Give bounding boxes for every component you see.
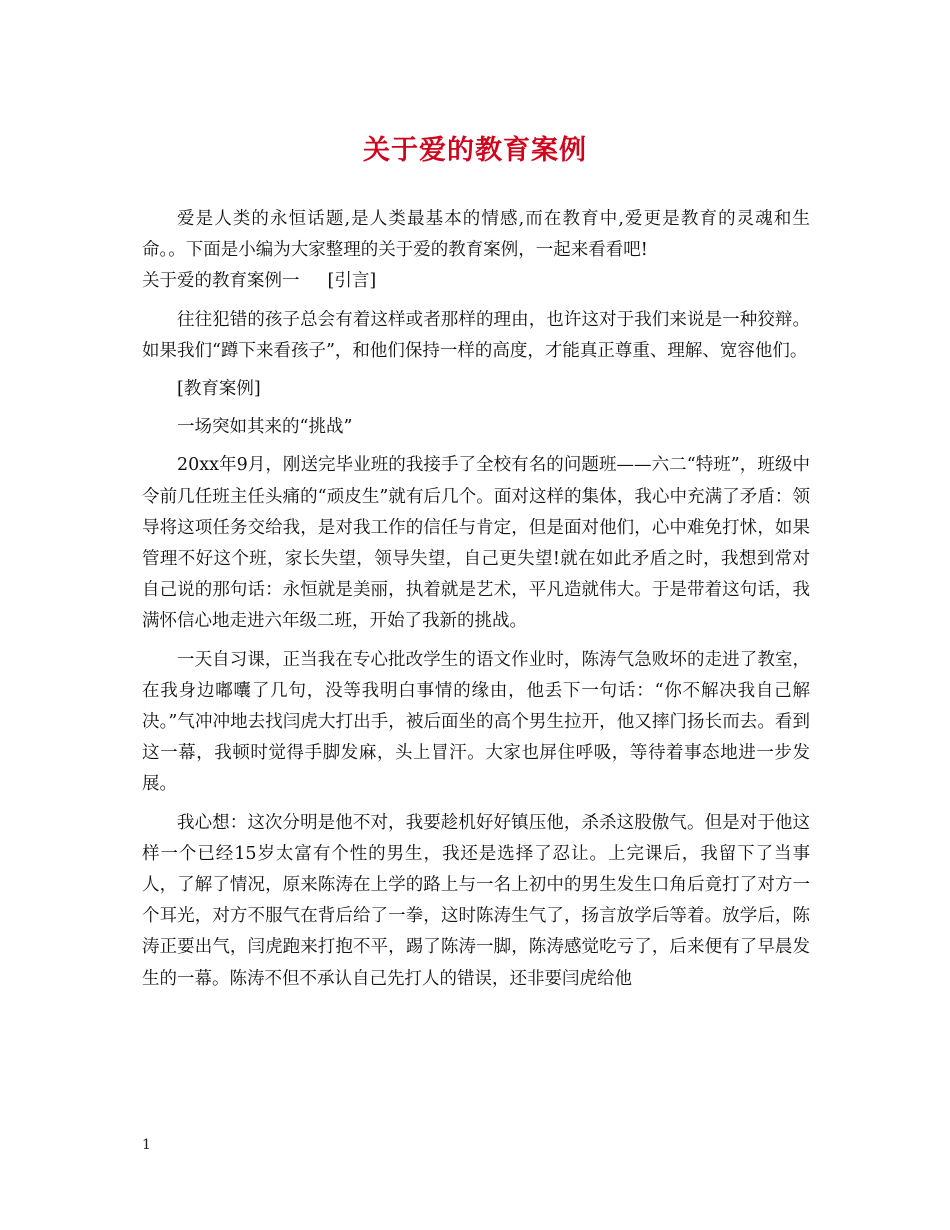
section-tag: [引言]: [327, 271, 377, 292]
paragraph-story-3: 我心想：这次分明是他不对，我要趁机好好镇压他，杀杀这股傲气。但是对于他这样一个已经15岁太富有个性的男生，我还是选择了忍让。上完课后，我留下了当事人，了解了情况，原来陈涛在上学的路上与一名上初中的男生发生口角后竟打了对方一个耳光，对方不服气在背后给了一拳，这时陈涛生气了，扬言放学后等着。放学后，陈涛正要出气，闫虎跑来打抱不平，踢了陈涛一脚，陈涛感觉吃亏了，后来便有了早晨发生的一幕。陈涛不但不承认自己先打人的错误，还非要闫虎给他: [142, 812, 810, 989]
paragraph-story-2: 一天自习课，正当我在专心批改学生的语文作业时，陈涛气急败坏的走进了教室，在我身边嘟囔了几句，没等我明白事情的缘由，他丢下一句话：“你不解决我自己解决。”气冲冲地去找闫虎大打出手，被后面坐的高个男生拉开，他又摔门扬长而去。看到这一幕，我顿时觉得手脚发麻，头上冒汗。大家也屏住呼吸，等待着事态地进一步发展。: [142, 649, 810, 795]
document-title: 关于爱的教育案例: [363, 135, 587, 166]
paragraph-story-1: 20xx年9月，刚送完毕业班的我接手了全校有名的问题班——六二“特班”，班级中令前几任班主任头痛的“顽皮生”就有后几个。面对这样的集体，我心中充满了矛盾：领导将这项任务交给我，是对我工作的信任与肯定，但是面对他们，心中难免打怵，如果管理不好这个班，家长失望，领导失望，自己更失望!就在如此矛盾之时，我想到常对自己说的那句话：永恒就是美丽，执着就是艺术，平凡造就伟大。于是带着这句话，我满怀信心地走进六年级二班，开始了我新的挑战。: [142, 455, 810, 632]
paragraph-preface: 往往犯错的孩子总会有着这样或者那样的理由，也许这对于我们来说是一种狡辩。如果我们“蹲下来看孩子”，和他们保持一样的高度，才能真正尊重、理解、宽容他们。: [142, 309, 810, 361]
section-heading-line: [142, 266, 810, 297]
page-number: 1: [142, 1137, 151, 1153]
subheading-challenge: 一场突如其来的“挑战”: [177, 417, 353, 438]
section-heading: 关于爱的教育案例一: [142, 271, 300, 292]
document-body: [142, 204, 810, 995]
paragraph-intro: 爱是人类的永恒话题,是人类最基本的情感,而在教育中,爱更是教育的灵魂和生命。。下面是小编为大家整理的关于爱的教育案例，一起来看看吧!: [142, 209, 810, 261]
subheading-case: [教育案例]: [177, 379, 261, 400]
